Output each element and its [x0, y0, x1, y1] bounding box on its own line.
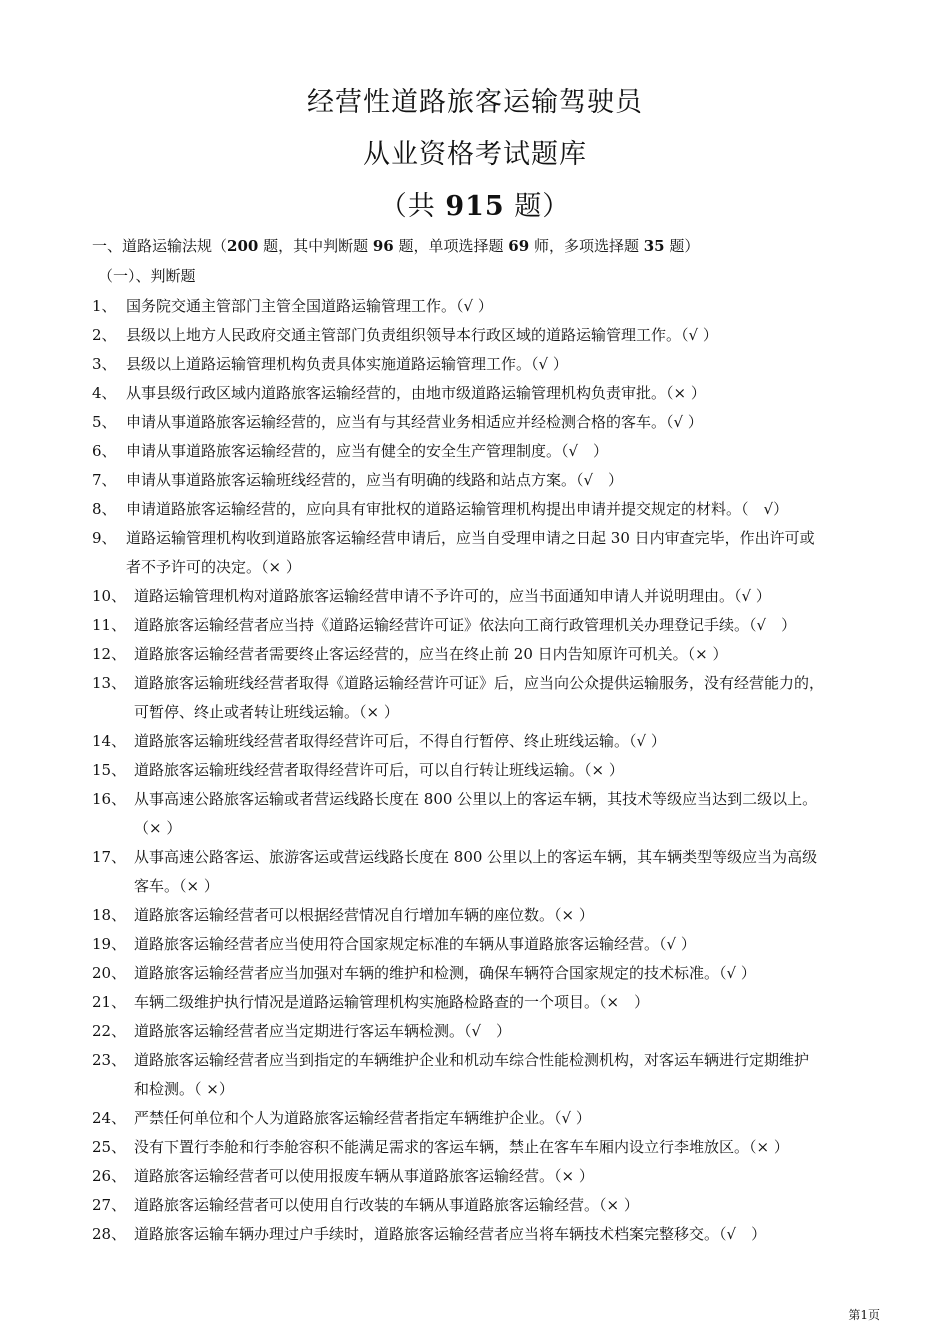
- question-number: 24、: [92, 1109, 127, 1127]
- question-number: 13、: [92, 674, 127, 692]
- question-number: 2、: [92, 326, 117, 344]
- question-text: [134, 756, 886, 785]
- question-text: [134, 1046, 886, 1104]
- question-number: 19、: [92, 935, 127, 953]
- question-text-continuation: （× ）: [134, 819, 182, 837]
- section-total-count: 200: [227, 237, 259, 255]
- question-number: 17、: [92, 848, 127, 866]
- question-text-line: 申请从事道路旅客运输经营的，应当有健全的安全生产管理制度。（√ ）: [126, 442, 609, 460]
- question-text-line: 道路旅客运输车辆办理过户手续时，道路旅客运输经营者应当将车辆技术档案完整移交。（√ ）: [134, 1225, 767, 1243]
- section-heading-text: 题，单项选择题: [393, 237, 509, 255]
- question-item: [0, 1220, 950, 1249]
- question-text-line: 道路旅客运输经营者可以根据经营情况自行增加车辆的座位数。（× ）: [134, 906, 594, 924]
- question-text: [134, 611, 886, 640]
- question-item: [0, 901, 950, 930]
- title-count-suffix: 题）: [504, 191, 571, 222]
- question-text-line: 道路旅客运输经营者应当到指定的车辆维护企业和机动车综合性能检测机构，对客运车辆进行定期维护: [134, 1051, 810, 1069]
- question-text: [134, 1017, 886, 1046]
- question-item: [0, 582, 950, 611]
- question-number: 5、: [92, 413, 117, 431]
- question-text: [134, 727, 886, 756]
- section-heading-text: 师，多项选择题: [529, 237, 644, 255]
- question-number: 10、: [92, 587, 127, 605]
- question-number: 25、: [92, 1138, 127, 1156]
- question-item: [0, 640, 950, 669]
- section-single-count: 69: [508, 237, 530, 255]
- question-item: [0, 959, 950, 988]
- section-heading: [92, 236, 699, 256]
- question-text-line: 从事县级行政区域内道路旅客运输经营的，由地市级道路运输管理机构负责审批。（× ）: [126, 384, 706, 402]
- question-text: [134, 1104, 886, 1133]
- question-item: [0, 321, 950, 350]
- question-text-line: 道路旅客运输班线经营者取得经营许可后，不得自行暂停、终止班线运输。（√ ）: [134, 732, 666, 750]
- question-number: 14、: [92, 732, 127, 750]
- question-item: [0, 611, 950, 640]
- question-text-line: 道路旅客运输经营者可以使用自行改装的车辆从事道路旅客运输经营。（× ）: [134, 1196, 639, 1214]
- question-item: [0, 1162, 950, 1191]
- question-item: [0, 437, 950, 466]
- question-number: 11、: [92, 616, 127, 634]
- question-number: 21、: [92, 993, 127, 1011]
- question-item: [0, 408, 950, 437]
- question-text: [126, 408, 886, 437]
- question-text-line: 严禁任何单位和个人为道路旅客运输经营者指定车辆维护企业。（√ ）: [134, 1109, 591, 1127]
- question-number: 7、: [92, 471, 117, 489]
- question-text: [126, 466, 886, 495]
- question-text-line: 县级以上地方人民政府交通主管部门负责组织领导本行政区域的道路运输管理工作。（√ ）: [126, 326, 718, 344]
- section-heading-text: 一、道路运输法规（: [92, 237, 228, 255]
- question-number: 16、: [92, 790, 127, 808]
- doc-title-count: [0, 180, 950, 234]
- question-text: [134, 959, 886, 988]
- question-text-line: 道路运输管理机构收到道路旅客运输经营申请后，应当自受理申请之日起 30 日内审查完毕，作出许可或: [126, 529, 815, 547]
- question-text: [134, 988, 886, 1017]
- question-number: 4、: [92, 384, 117, 402]
- question-text: [134, 1162, 886, 1191]
- question-text: [134, 669, 886, 727]
- question-number: 22、: [92, 1022, 127, 1040]
- question-text: [126, 495, 886, 524]
- question-text-continuation: 和检测。（ ×）: [134, 1080, 234, 1098]
- question-item: [0, 524, 950, 582]
- question-list: [0, 292, 950, 1249]
- question-text: [134, 901, 886, 930]
- question-item: [0, 756, 950, 785]
- question-item: [0, 495, 950, 524]
- question-text-continuation: 可暂停、终止或者转让班线运输。（× ）: [134, 703, 399, 721]
- title-count-number: 915: [445, 191, 505, 222]
- question-text: [126, 437, 886, 466]
- question-text: [134, 1133, 886, 1162]
- question-number: 26、: [92, 1167, 127, 1185]
- question-text-line: 道路旅客运输经营者应当使用符合国家规定标准的车辆从事道路旅客运输经营。（√ ）: [134, 935, 696, 953]
- question-item: [0, 292, 950, 321]
- question-number: 18、: [92, 906, 127, 924]
- question-text-line: 从事高速公路旅客运输或者营运线路长度在 800 公里以上的客运车辆，其技术等级应当达到二级以上。: [134, 790, 818, 808]
- question-number: 8、: [92, 500, 117, 518]
- question-item: [0, 843, 950, 901]
- question-text: [126, 379, 886, 408]
- question-text-line: 县级以上道路运输管理机构负责具体实施道路运输管理工作。（√ ）: [126, 355, 568, 373]
- question-text: [134, 582, 886, 611]
- question-item: [0, 1133, 950, 1162]
- question-number: 20、: [92, 964, 127, 982]
- question-number: 15、: [92, 761, 127, 779]
- question-text-line: 道路旅客运输班线经营者取得《道路运输经营许可证》后，应当向公众提供运输服务，没有经营能力的，: [134, 674, 825, 692]
- question-number: 27、: [92, 1196, 127, 1214]
- question-item: [0, 1017, 950, 1046]
- doc-title-line2: 从业资格考试题库: [363, 139, 587, 170]
- question-text: [126, 292, 886, 321]
- question-text: [134, 1220, 886, 1249]
- question-text-line: 道路旅客运输经营者可以使用报废车辆从事道路旅客运输经营。（× ）: [134, 1167, 594, 1185]
- page-number: 第1页: [848, 1308, 880, 1322]
- question-text-line: 道路旅客运输经营者应当加强对车辆的维护和检测，确保车辆符合国家规定的技术标准。（√ ）: [134, 964, 756, 982]
- question-text-line: 申请道路旅客运输经营的，应向具有审批权的道路运输管理机构提出申请并提交规定的材料。（ √）: [126, 500, 789, 518]
- section-heading-text: 题，其中判断题: [258, 237, 373, 255]
- question-text: [134, 930, 886, 959]
- question-text-line: 没有下置行李舱和行李舱容积不能满足需求的客运车辆，禁止在客车车厢内设立行李堆放区。（× ）: [134, 1138, 789, 1156]
- title-count-prefix: （共: [379, 191, 446, 222]
- question-text-continuation: 者不予许可的决定。（× ）: [126, 558, 301, 576]
- question-text: [134, 1191, 886, 1220]
- subsection-heading: （一）、判断题: [98, 267, 196, 285]
- question-text: [126, 524, 886, 582]
- question-text-continuation: 客车。（× ）: [134, 877, 219, 895]
- question-number: 12、: [92, 645, 127, 663]
- question-item: [0, 379, 950, 408]
- question-item: [0, 669, 950, 727]
- question-text: [134, 843, 886, 901]
- question-item: [0, 350, 950, 379]
- question-text-line: 道路旅客运输经营者应当定期进行客运车辆检测。（√ ）: [134, 1022, 512, 1040]
- question-item: [0, 1191, 950, 1220]
- question-text-line: 申请从事道路旅客运输班线经营的，应当有明确的线路和站点方案。（√ ）: [126, 471, 624, 489]
- question-number: 28、: [92, 1225, 127, 1243]
- question-text-line: 道路旅客运输经营者应当持《道路运输经营许可证》依法向工商行政管理机关办理登记手续。（√ ）: [134, 616, 797, 634]
- question-text: [126, 350, 886, 379]
- question-text-line: 道路旅客运输班线经营者取得经营许可后，可以自行转让班线运输。（× ）: [134, 761, 624, 779]
- question-item: [0, 785, 950, 843]
- question-number: 6、: [92, 442, 117, 460]
- question-text: [126, 321, 886, 350]
- section-heading-text: 题）: [664, 237, 700, 255]
- question-text-line: 道路运输管理机构对道路旅客运输经营申请不予许可的，应当书面通知申请人并说明理由。（√ ）: [134, 587, 771, 605]
- question-item: [0, 1046, 950, 1104]
- question-text: [134, 785, 886, 843]
- question-item: [0, 930, 950, 959]
- doc-title-line1: 经营性道路旅客运输驾驶员: [307, 87, 643, 118]
- question-text-line: 从事高速公路客运、旅游客运或营运线路长度在 800 公里以上的客运车辆，其车辆类型等级应当为高级: [134, 848, 818, 866]
- question-text-line: 国务院交通主管部门主管全国道路运输管理工作。（√ ）: [126, 297, 493, 315]
- section-multi-count: 35: [643, 237, 665, 255]
- question-item: [0, 466, 950, 495]
- question-item: [0, 988, 950, 1017]
- question-number: 1、: [92, 297, 117, 315]
- question-text-line: 车辆二级维护执行情况是道路运输管理机构实施路检路查的一个项目。（× ）: [134, 993, 650, 1011]
- question-text: [134, 640, 886, 669]
- question-number: 23、: [92, 1051, 127, 1069]
- question-text-line: 道路旅客运输经营者需要终止客运经营的，应当在终止前 20 日内告知原许可机关。（× ）: [134, 645, 728, 663]
- question-item: [0, 727, 950, 756]
- question-text-line: 申请从事道路旅客运输经营的，应当有与其经营业务相适应并经检测合格的客车。（√ ）: [126, 413, 703, 431]
- question-number: 9、: [92, 529, 117, 547]
- section-tf-count: 96: [372, 237, 394, 255]
- question-item: [0, 1104, 950, 1133]
- question-number: 3、: [92, 355, 117, 373]
